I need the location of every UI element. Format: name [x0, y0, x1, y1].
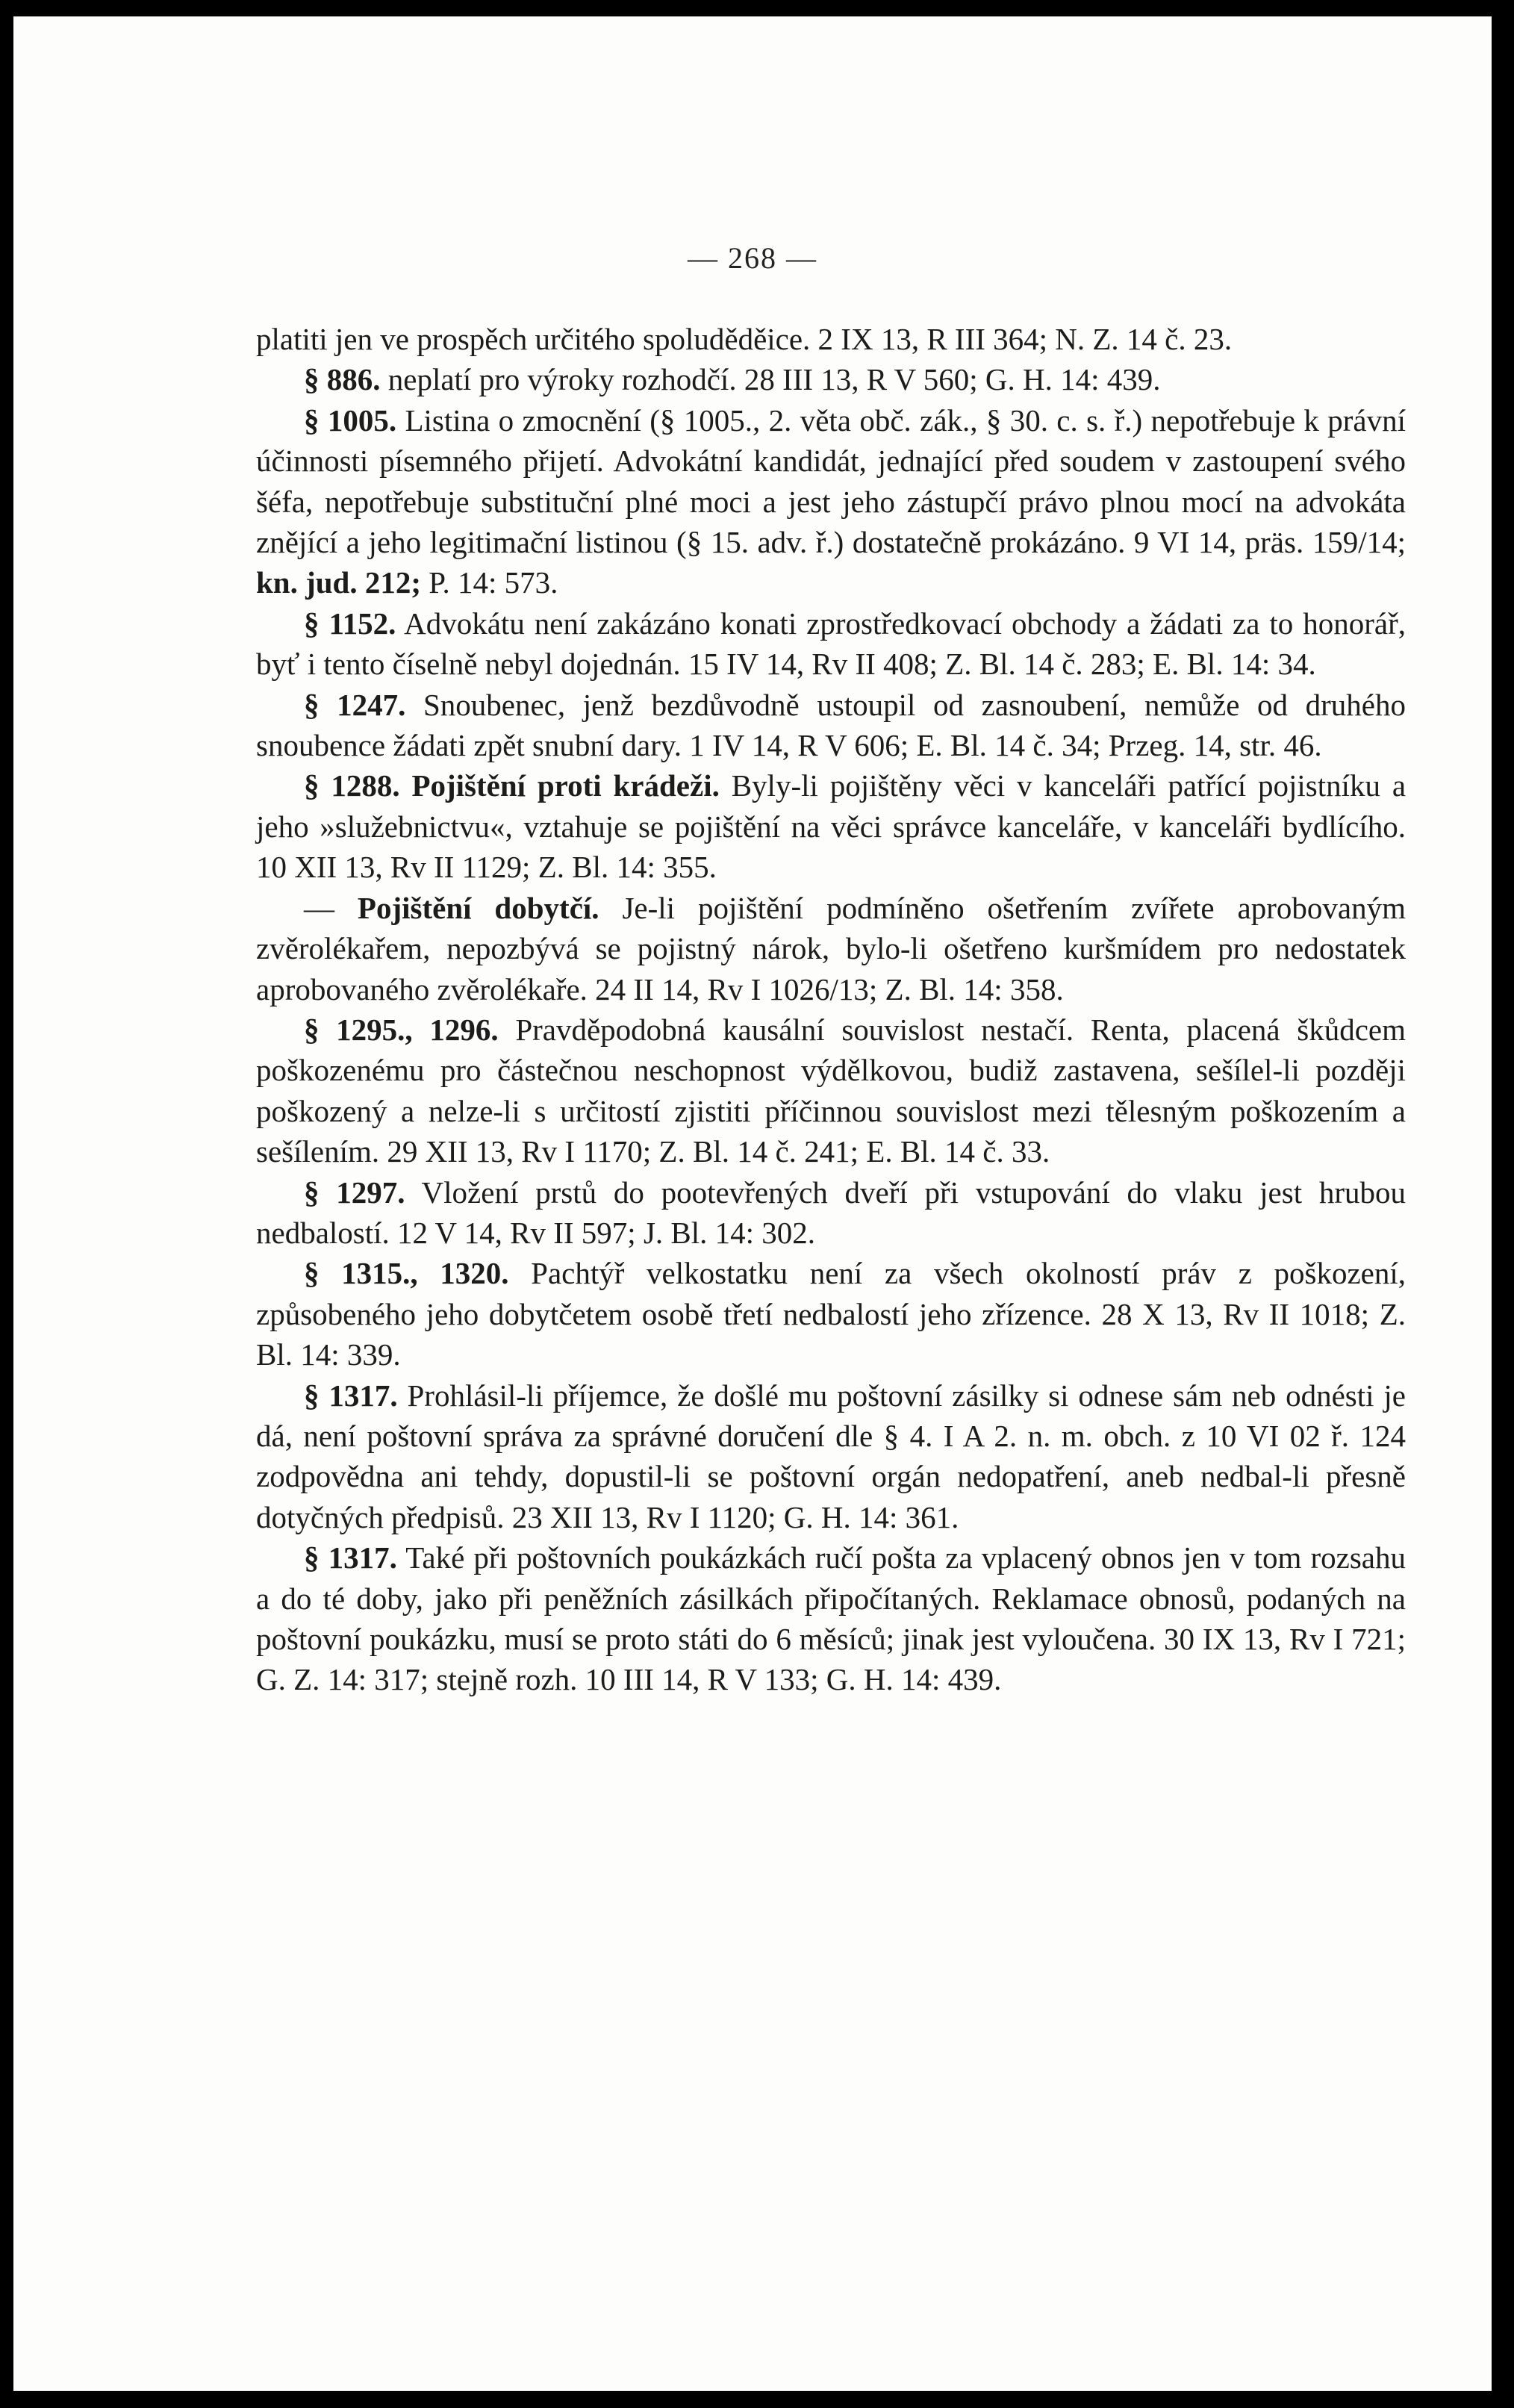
section-reference: § 1317.	[304, 1378, 398, 1413]
paragraph-section-1297	[256, 1172, 1406, 1254]
em-dash: —	[304, 890, 334, 925]
paragraph-text: Také při poštovních poukázkách ručí pošta za vplacený obnos jen v tom rozsahu a do té doby, jako při peněžních zásilkách připočítaných. Reklamace obnosů, podaných na poštovní poukázku, musí se proto státi do 6 měsíců; jinak jest vyloučena. 30 IX 13, Rv I 721; G. Z. 14: 317; stejně rozh. 10 III 14, R V 133; G. H. 14: 439.	[256, 1540, 1406, 1697]
paragraph-text: platiti jen ve prospěch určitého spoluděděice. 2 IX 13, R III 364; N. Z. 14 č. 23.	[256, 322, 1233, 356]
section-reference: § 1152.	[304, 606, 396, 641]
paragraph-section-1317-b	[256, 1537, 1406, 1700]
page-number: — 268 —	[688, 241, 817, 275]
section-reference: § 1295., 1296.	[304, 1012, 499, 1047]
section-reference: § 1297.	[304, 1175, 405, 1210]
paragraph-section-1152	[256, 603, 1406, 685]
citation-bold: kn. jud. 212;	[256, 565, 422, 600]
paragraph-section-1005	[256, 400, 1406, 603]
paragraph-text: Vložení prstů do pootevřených dveří při vstupování do vlaku jest hrubou nedbalostí. 12 V 14, Rv II 597; J. Bl. 14: 302.	[256, 1175, 1406, 1250]
section-reference: § 1317.	[304, 1540, 397, 1575]
section-reference: § 1288.	[304, 768, 400, 803]
page-body	[256, 319, 1406, 1700]
topic-heading: Pojištění proti krádeži.	[411, 768, 720, 803]
paragraph-text: Advokátu není zakázáno konati zprostředkovací obchody a žádati za to honorář, byť i tento číselně nebyl dojednán. 15 IV 14, Rv II 408; Z. Bl. 14 č. 283; E. Bl. 14: 34.	[256, 606, 1406, 682]
paragraph-section-1315-1320	[256, 1253, 1406, 1375]
paragraph-section-1288	[256, 765, 1406, 887]
scanned-page	[13, 16, 1492, 2391]
paragraph-section-886	[256, 359, 1406, 399]
paragraph-section-1317-a	[256, 1375, 1406, 1538]
topic-heading: Pojištění dobytčí.	[357, 890, 599, 925]
paragraph-text: Snoubenec, jenž bezdůvodně ustoupil od zasnoubení, nemůže od druhého snoubence žádati zpět snubní dary. 1 IV 14, R V 606; E. Bl. 14 č. 34; Przeg. 14, str. 46.	[256, 687, 1406, 763]
paragraph-text: Byly-li pojištěny věci v kanceláři patřící pojistníku a jeho »služebnictvu«, vztahuje se pojištění na věci správce kanceláře, v kanceláři bydlícího. 10 XII 13, Rv II 1129; Z. Bl. 14: 355.	[256, 768, 1406, 885]
paragraph-livestock-insurance	[256, 888, 1406, 1009]
section-reference: § 1315., 1320.	[304, 1256, 509, 1291]
paragraph-text: Prohlásil-li příjemce, že došlé mu poštovní zásilky si odnese sám neb odnésti je dá, není poštovní správa za správné doručení dle § 4. I A 2. n. m. obch. z 10 VI 02 ř. 124 zodpovědna ani tehdy, dopustil-li se poštovní orgán nedopatření, aneb nedbal-li přesně dotyčných předpisů. 23 XII 13, Rv I 1120; G. H. 14: 361.	[256, 1378, 1406, 1534]
section-reference: § 886.	[304, 362, 381, 397]
section-reference: § 1247.	[304, 687, 406, 722]
paragraph-section-1295-1296	[256, 1009, 1406, 1172]
paragraph-text: Listina o zmocnění (§ 1005., 2. věta obč. zák., § 30. c. s. ř.) nepotřebuje k právní účinnosti písemného přijetí. Advokátní kandidát, jednající před soudem v zastoupení svého šéfa, nepotřebuje substituční plné moci a jest jeho zástupčí právo plnou mocí na advokáta znějící a jeho legitimační listinou (§ 15. adv. ř.) dostatečně prokázáno. 9 VI 14, präs. 159/14;	[256, 402, 1406, 560]
paragraph-text: neplatí pro výroky rozhodčí. 28 III 13, R V 560; G. H. 14: 439.	[387, 362, 1161, 397]
paragraph-section-1247	[256, 685, 1406, 766]
paragraph-text: Pachtýř velkostatku není za všech okolností práv z poškození, způsobeného jeho dobytčetem osobě třetí nedbalostí jeho zřízence. 28 X 13, Rv II 1018; Z. Bl. 14: 339.	[256, 1256, 1406, 1372]
section-reference: § 1005.	[304, 402, 397, 438]
citation-tail: P. 14: 573.	[429, 565, 558, 600]
paragraph-text: Pravděpodobná kausální souvislost nestačí. Renta, placená škůdcem poškozenému pro částečnou neschopnost výdělkovou, budiž zastavena, sešílel-li později poškozený a nelze-li s určitostí zjistiti příčinnou souvislost mezi tělesným poškozením a sešílením. 29 XII 13, Rv I 1170; Z. Bl. 14 č. 241; E. Bl. 14 č. 33.	[256, 1012, 1406, 1169]
paragraph-continuation	[256, 319, 1406, 359]
paragraph-text: Je-li pojištění podmíněno ošetřením zvířete aprobovaným zvěrolékařem, nepozbývá se pojistný nárok, bylo-li ošetřeno kuršmídem pro nedostatek aprobovaného zvěrolékaře. 24 II 14, Rv I 1026/13; Z. Bl. 14: 358.	[256, 890, 1406, 1007]
